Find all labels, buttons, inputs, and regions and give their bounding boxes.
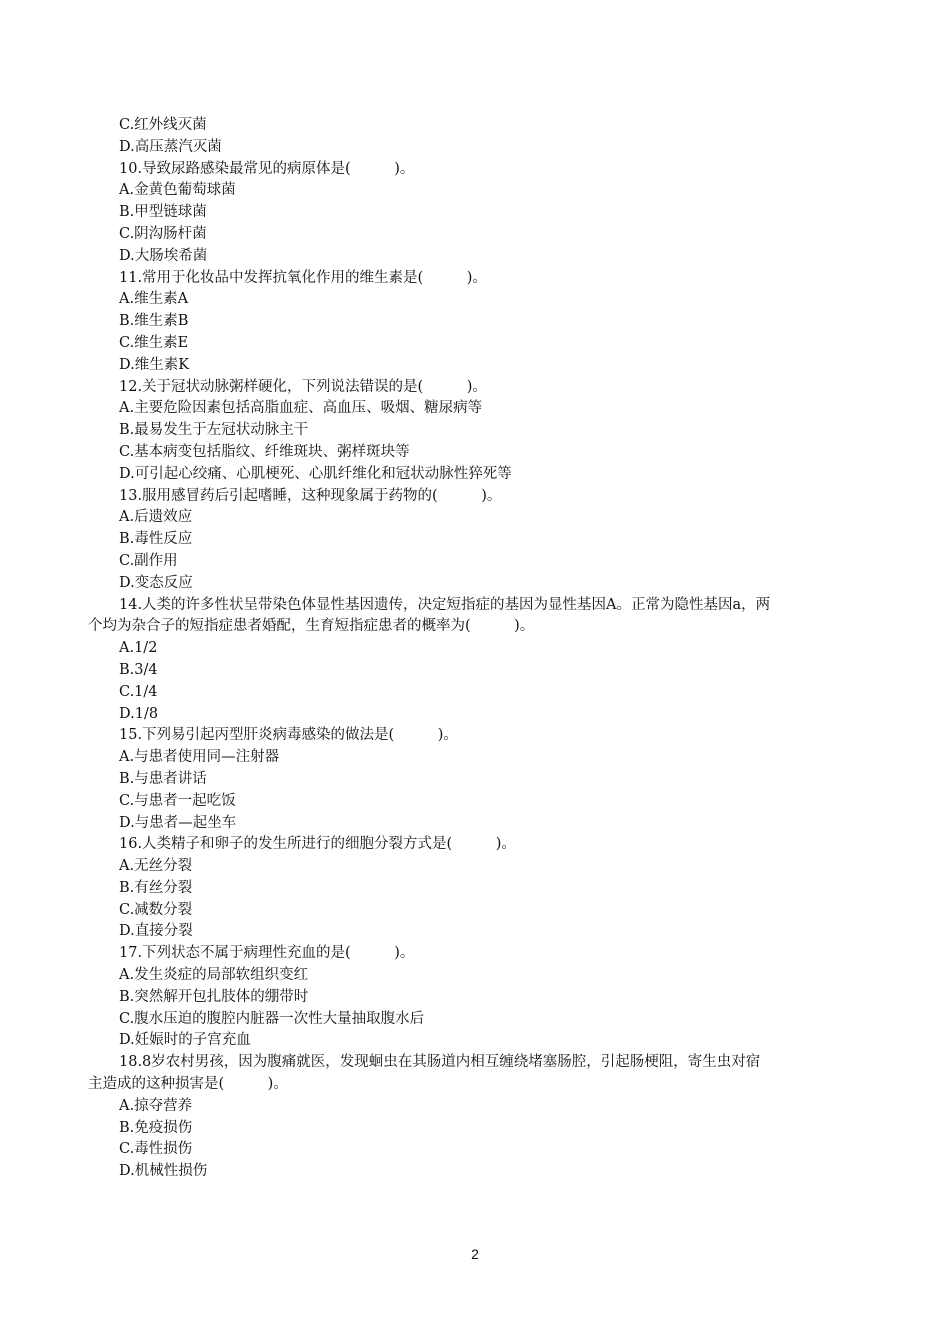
answer-option: D.机械性损伤 <box>119 1163 208 1180</box>
question-stem-line-2: 个均为杂合子的短指症患者婚配，生育短指症患者的概率为( )。 <box>88 618 535 635</box>
question-stem-line-1: 14.人类的许多性状呈带染色体显性基因遗传，决定短指症的基因为显性基因A。正常为隐性基因a，两 <box>119 596 771 613</box>
answer-option: A.发生炎症的局部软组织变红 <box>119 967 309 984</box>
answer-option: B.维生素B <box>119 313 189 330</box>
answer-option: A.无丝分裂 <box>119 858 193 875</box>
answer-option: D.变态反应 <box>119 574 193 591</box>
answer-option: C.腹水压迫的腹腔内脏器一次性大量抽取腹水后 <box>119 1010 425 1027</box>
answer-option: B.3/4 <box>119 661 158 678</box>
answer-option: A.主要危险因素包括高脂血症、高血压、吸烟、糖尿病等 <box>119 400 483 417</box>
answer-option: D.直接分裂 <box>119 923 193 940</box>
question-stem: 12.关于冠状动脉粥样硬化，下列说法错误的是( )。 <box>119 378 487 395</box>
answer-option: C.红外线灭菌 <box>119 117 207 133</box>
answer-option: C.毒性损伤 <box>119 1141 193 1158</box>
page-number: 2 <box>471 1246 479 1262</box>
answer-option: B.最易发生于左冠状动脉主干 <box>119 422 309 439</box>
answer-option: D.妊娠时的子宫充血 <box>119 1032 251 1049</box>
answer-option: D.与患者—起坐车 <box>119 814 237 831</box>
answer-option: D.大肠埃希菌 <box>119 247 208 264</box>
answer-option: B.有丝分裂 <box>119 879 193 896</box>
answer-option: A.金黄色葡萄球菌 <box>119 182 236 199</box>
answer-option: C.阴沟肠杆菌 <box>119 225 207 242</box>
answer-option: B.甲型链球菌 <box>119 204 207 221</box>
question-stem: 10.导致尿路感染最常见的病原体是( )。 <box>119 160 415 177</box>
question-stem: 17.下列状态不属于病理性充血的是( )。 <box>119 945 415 962</box>
answer-option: A.后遗效应 <box>119 509 193 526</box>
question-stem-line-1: 18.8岁农村男孩，因为腹痛就医，发现蛔虫在其肠道内相互缠绕堵塞肠腔，引起肠梗阻，寄生虫对宿 <box>119 1054 761 1071</box>
answer-option: A.掠夺营养 <box>119 1097 193 1114</box>
answer-option: D.1/8 <box>119 705 159 722</box>
answer-option: C.基本病变包括脂纹、纤维斑块、粥样斑块等 <box>119 443 410 460</box>
answer-option: B.与患者讲话 <box>119 770 207 787</box>
answer-option: C.与患者一起吃饭 <box>119 792 236 809</box>
answer-option: B.突然解开包扎肢体的绷带时 <box>119 988 309 1005</box>
question-stem: 16.人类精子和卵子的发生所进行的细胞分裂方式是( )。 <box>119 836 516 853</box>
answer-option: D.高压蒸汽灭菌 <box>119 138 222 155</box>
question-stem: 15.下列易引起丙型肝炎病毒感染的做法是( )。 <box>119 727 458 744</box>
question-stem-line-2: 主造成的这种损害是( )。 <box>88 1076 288 1093</box>
answer-option: A.1/2 <box>119 640 158 657</box>
answer-option: A.维生素A <box>119 291 189 308</box>
question-stem: 13.服用感冒药后引起嗜睡，这种现象属于药物的( )。 <box>119 487 502 504</box>
question-stem: 11.常用于化妆品中发挥抗氧化作用的维生素是( )。 <box>119 269 487 286</box>
answer-option: C.副作用 <box>119 552 178 569</box>
answer-option: A.与患者使用同—注射器 <box>119 749 280 766</box>
question-list <box>88 115 864 1183</box>
answer-option: C.维生素E <box>119 334 189 351</box>
answer-option: B.毒性反应 <box>119 531 193 548</box>
answer-option: C.1/4 <box>119 683 158 700</box>
answer-option: D.维生素K <box>119 356 190 373</box>
answer-option: C.减数分裂 <box>119 901 193 918</box>
answer-option: B.免疫损伤 <box>119 1119 193 1136</box>
answer-option: D.可引起心绞痛、心肌梗死、心肌纤维化和冠状动脉性猝死等 <box>119 465 512 482</box>
